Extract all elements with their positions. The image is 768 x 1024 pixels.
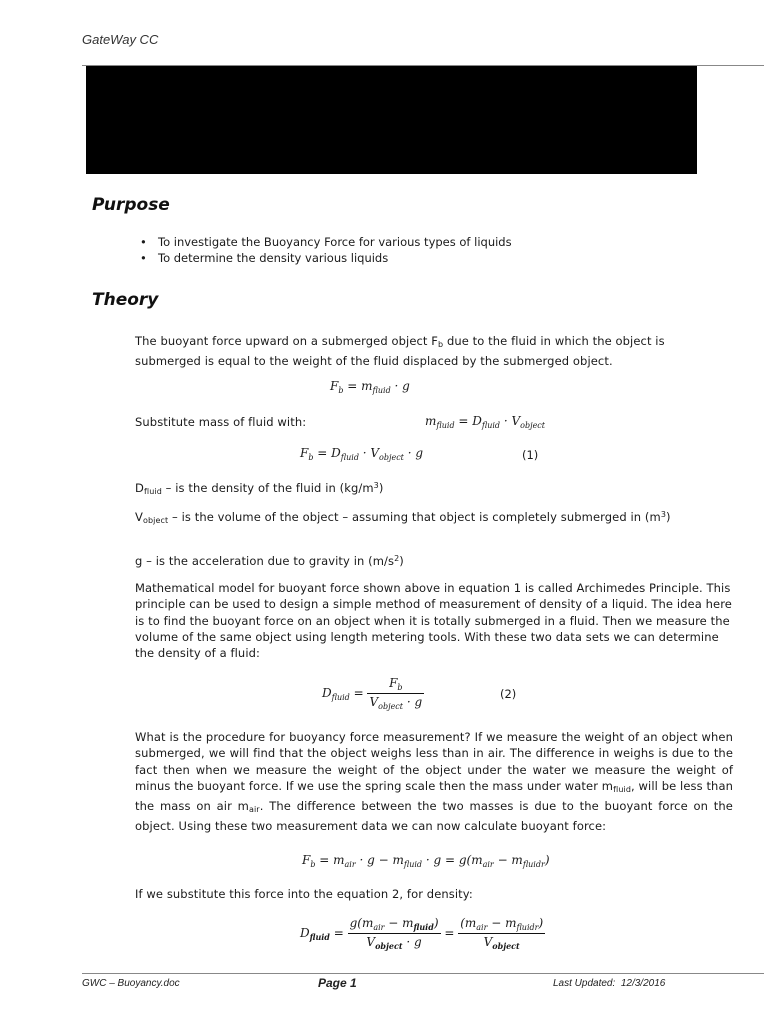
- equation-1: $F_b = D_{fluid} \cdot V_{object} \cdot g$: [300, 446, 424, 462]
- header-org: GateWay CC: [82, 32, 159, 47]
- equation-buoyant-force: $F_b = m_{fluid} \cdot g$: [330, 379, 410, 395]
- footer-filename: GWC – Buoyancy.doc: [82, 978, 180, 989]
- equation-buoyant-measured: $F_b = m_{air} \cdot g - m_{fluid} \cdot g = g(m_{air} - m_{fluidr})$: [302, 853, 550, 869]
- title-banner-redacted: [86, 66, 697, 174]
- definition-density: $D_{fluid}$ – is the density of the fluid in $(kg/m^3)$: [135, 481, 384, 496]
- list-item: • To investigate the Buoyancy Force for various types of liquids: [140, 234, 512, 250]
- footer-page-number: Page 1: [318, 976, 357, 990]
- equation-density-final: $D_{fluid}$ = $\frac{g(m_{air} - m_{fluid})}{V_{object} \cdot g}$ = $\frac{(m_{air} - m_{fluidr})}{V_{object}}$: [300, 916, 544, 951]
- equation-1-number: (1): [522, 448, 539, 462]
- equation-mass-fluid: $m_{fluid} = D_{fluid} \cdot V_{object}$: [425, 414, 546, 430]
- footer-rule: [82, 973, 764, 974]
- definition-gravity: g – is the acceleration due to gravity in $(m/s^2)$: [135, 554, 404, 568]
- purpose-heading: Purpose: [92, 195, 170, 215]
- theory-heading: Theory: [92, 290, 159, 310]
- list-item: • To determine the density various liquids: [140, 250, 512, 266]
- substitute-label: Substitute mass of fluid with:: [135, 415, 307, 429]
- procedure-paragraph: What is the procedure for buoyancy force measurement? If we measure the weight of an object when submerged, we will find that the object weighs less than in air. The difference in weighs is due to the fact then when we measure the weight of the object under the water we measure the weight of minus the buoyant force. If we use the spring scale then the mass under water $m_{fluid}$, will be less than the mass on air $m_{air}$. The difference between the two masses is due to the buoyant force on the object. Using these two measurement data we can now calculate buoyant force:: [135, 730, 733, 834]
- theory-intro: The buoyant force upward on a submerged object $F_b$ due to the fluid in which the object is submerged is equal to the weight of the fluid displaced by the submerged object.: [135, 334, 665, 369]
- footer-updated: Last Updated: 12/3/2016: [553, 978, 666, 989]
- substitute-paragraph: If we substitute this force into the equation 2, for density:: [135, 887, 473, 901]
- purpose-bullets: [140, 234, 512, 266]
- equation-2-number: (2): [500, 687, 517, 701]
- definition-volume: $V_{object}$ – is the volume of the object – assuming that object is completely submerged in $(m^3)$: [135, 510, 671, 525]
- equation-2: $D_{fluid}$ = $\frac{F_b}{V_{object} \cdot g}$: [322, 676, 423, 711]
- archimedes-paragraph: Mathematical model for buoyant force shown above in equation 1 is called Archimedes Principle. This principle can be used to design a simple method of measurement of density of a liquid. The idea here is to find the buoyant force on an object when it is totally submerged in a fluid. Then we measure the volume of the same object using length metering tools. With these two data sets we can determine the density of a fluid:: [135, 581, 732, 661]
